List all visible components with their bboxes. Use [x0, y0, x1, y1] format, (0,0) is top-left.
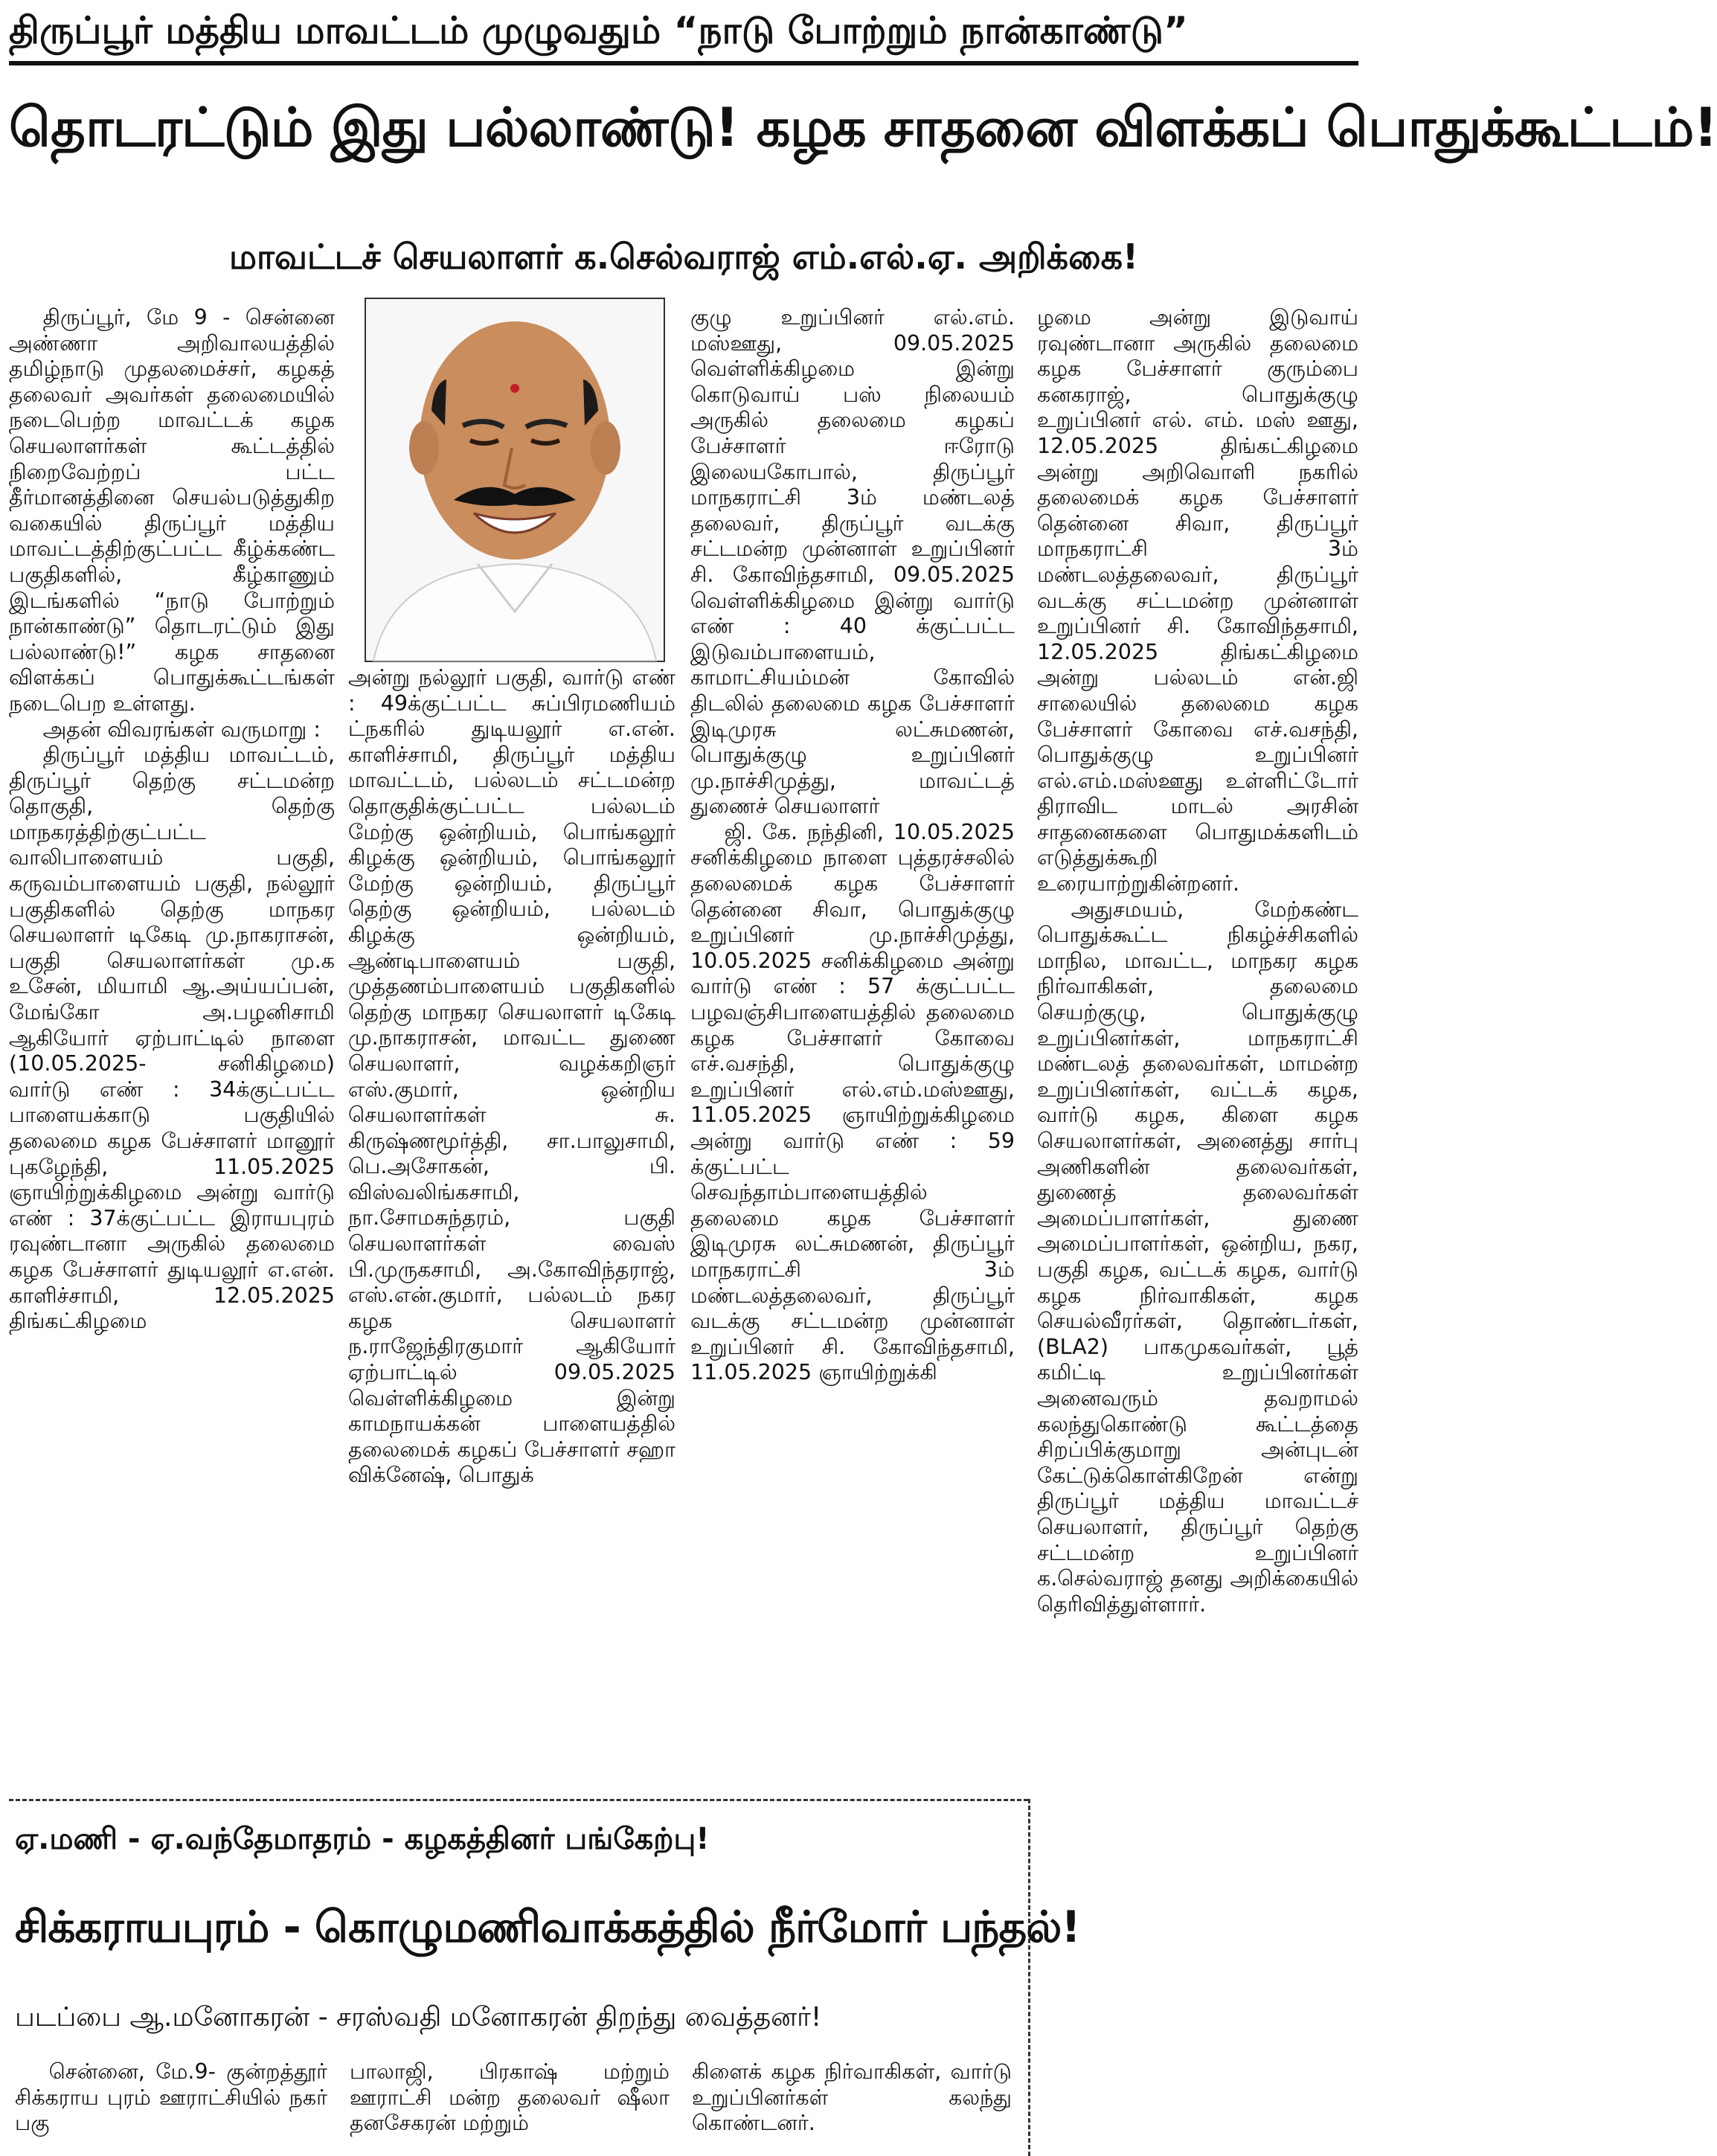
- portrait-photo: [365, 298, 665, 662]
- paragraph: திருப்பூர், மே 9 - சென்னை அண்ணா அறிவாலயத்தில் தமிழ்நாடு முதலமைச்சர், கழகத் தலைவர் அவர்கள் தலைமையில் நடைபெற்ற மாவட்டக் கழக செயலாளர்கள் கூட்டத்தில் நிறைவேற்றப் பட்ட தீர்மானத்தினை செயல்படுத்துகிற வகையில் திருப்பூர் மத்திய மாவட்டத்திற்குட்பட்ட கீழ்க்கண்ட பகுதிகளில், கீழ்காணும் இடங்களில் “நாடு போற்றும் நான்காண்டு” தொடரட்டும் இது பல்லாண்டு!” கழக சாதனை விளக்கப் பொதுக்கூட்டங்கள் நடைபெற உள்ளது.: [9, 305, 335, 716]
- box-column-1: [15, 2059, 327, 2152]
- paragraph: அதன் விவரங்கள் வருமாறு :: [42, 716, 321, 742]
- box-right-border: [1028, 1799, 1030, 2156]
- box-top-border: [9, 1799, 1028, 1801]
- box-kicker: ஏ.மணி - ஏ.வந்தேமாதரம் - கழகத்தினர் பங்கேற்பு!: [15, 1822, 710, 1856]
- paragraph: ஜி. கே. நந்தினி, 10.05.2025 சனிக்கிழமை நாளை புத்தரச்சலில் தலைமைக் கழக பேச்சாளர் தென்னை சிவா, பொதுக்குழு உறுப்பினர் மு.நாச்சிமுத்து, 10.05.2025 சனிக்கிழமை அன்று வார்டு எண் : 57 க்குட்பட்ட பழவஞ்சிபாளையத்தில் தலைமை கழக பேச்சாளர் கோவை எச்.வசந்தி, பொதுக்குழு உறுப்பினர் எல்.எம்.மஸ்ஊது, 11.05.2025 ஞாயிற்றுக்கிழமை அன்று வார்டு எண் : 59 க்குட்பட்ட செவந்தாம்பாளையத்தில் தலைமை கழக பேச்சாளர் இடிமுரசு லட்சுமணன், திருப்பூர் மாநகராட்சி 3ம் மண்டலத்தலைவர், திருப்பூர் வடக்கு சட்டமன்ற முன்னாள் உறுப்பினர் சி. கோவிந்தசாமி, 11.05.2025 ஞாயிற்றுக்கி: [690, 819, 1015, 1385]
- article-column-4: [1037, 305, 1358, 2152]
- article-column-2: [348, 665, 675, 1791]
- kicker-divider: [9, 61, 1358, 65]
- paragraph: கிளைக் கழக நிர்வாகிகள், வார்டு உறுப்பினர்கள் கலந்து கொண்டனர்.: [692, 2059, 1012, 2136]
- article-column-3: [690, 305, 1015, 1786]
- paragraph: குழு உறுப்பினர் எல்.எம். மஸ்ஊது, 09.05.2025 வெள்ளிக்கிழமை இன்று கொடுவாய் பஸ் நிலையம் அருகில் தலைமை கழகப் பேச்சாளர் ஈரோடு இலையகோபால், திருப்பூர் மாநகராட்சி 3ம் மண்டலத் தலைவர், திருப்பூர் வடக்கு சட்டமன்ற முன்னாள் உறுப்பினர் சி. கோவிந்தசாமி, 09.05.2025 வெள்ளிக்கிழமை இன்று வார்டு எண் : 40 க்குட்பட்ட இடுவம்பாளையம், காமாட்சியம்மன் கோவில் திடலில் தலைமை கழக பேச்சாளர் இடிமுரசு லட்சுமணன், பொதுக்குழு உறுப்பினர் மு.நாச்சிமுத்து, மாவட்டத் துணைச் செயலாளர்: [690, 305, 1015, 819]
- paragraph: திருப்பூர் மத்திய மாவட்டம், திருப்பூர் தெற்கு சட்டமன்ற தொகுதி, தெற்கு மாநகரத்திற்குட்பட்ட வாலிபாளையம் பகுதி, கருவம்பாளையம் பகுதி, நல்லூர் பகுதிகளில் தெற்கு மாநகர செயலாளர் டிகேடி மு.நாகராசன், பகுதி செயலாளர்கள் மு.க உசேன், மியாமி ஆ.அய்யப்பன், மேங்கோ அ.பழனிசாமி ஆகியோர் ஏற்பாட்டில் நாளை (10.05.2025- சனிகிழமை) வார்டு எண் : 34க்குட்பட்ட பாளையக்காடு பகுதியில் தலைமை கழக பேச்சாளர் மானூர் புகழேந்தி, 11.05.2025 ஞாயிற்றுக்கிழமை அன்று வார்டு எண் : 37க்குட்பட்ட இராயபுரம் ரவுண்டானா அருகில் தலைமை கழக பேச்சாளர் துடியலூர் எ.என். காளிச்சாமி, 12.05.2025 திங்கட்கிழமை: [9, 742, 335, 1334]
- portrait-illustration: [366, 299, 664, 661]
- main-headline: தொடரட்டும் இது பல்லாண்டு! கழக சாதனை விளக்கப் பொதுக்கூட்டம்!: [9, 96, 1717, 158]
- box-headline: சிக்கராயபுரம் - கொழுமணிவாக்கத்தில் நீர்மோர் பந்தல்!: [15, 1902, 1080, 1952]
- paragraph: ழமை அன்று இடுவாய் ரவுண்டானா அருகில் தலைமை கழக பேச்சாளர் குரும்பை கனகராஜ், பொதுக்குழு உறுப்பினர் எல். எம். மஸ் ஊது, 12.05.2025 திங்கட்கிழமை அன்று அறிவொளி நகரில் தலைமைக் கழக பேச்சாளர் தென்னை சிவா, திருப்பூர் மாநகராட்சி 3ம் மண்டலத்தலைவர், திருப்பூர் வடக்கு சட்டமன்ற முன்னாள் உறுப்பினர் சி. கோவிந்தசாமி, 12.05.2025 திங்கட்கிழமை அன்று பல்லடம் என்.ஜி சாலையில் தலைமை கழக பேச்சாளர் கோவை எச்.வசந்தி, பொதுக்குழு உறுப்பினர் எல்.எம்.மஸ்ஊது உள்ளிட்டோர் திராவிட மாடல் அரசின் சாதனைகளை பொதுமக்களிடம் எடுத்துக்கூறி உரையாற்றுகின்றனர்.: [1037, 305, 1358, 896]
- paragraph: அன்று நல்லூர் பகுதி, வார்டு எண் : 49க்குட்பட்ட சுப்பிரமணியம் ட்நகரில் துடியலூர் எ.என். காளிச்சாமி, திருப்பூர் மத்திய மாவட்டம், பல்லடம் சட்டமன்ற தொகுதிக்குட்பட்ட பல்லடம் மேற்கு ஒன்றியம், பொங்கலூர் கிழக்கு ஒன்றியம், பொங்கலூர் மேற்கு ஒன்றியம், திருப்பூர் தெற்கு ஒன்றியம், பல்லடம் கிழக்கு ஒன்றியம், ஆண்டிபாளையம் பகுதி, முத்தணம்பாளையம் பகுதிகளில் தெற்கு மாநகர செயலாளர் டிகேடி மு.நாகராசன், மாவட்ட துணை செயலாளர், வழக்கறிஞர் எஸ்.குமார், ஒன்றிய செயலாளர்கள் சு. கிருஷ்ணமூர்த்தி, சா.பாலுசாமி, பெ.அசோகன், பி. விஸ்வலிங்கசாமி, நா.சோமசுந்தரம், பகுதி செயலாளர்கள் வைஸ் பி.முருகசாமி, அ.கோவிந்தராஜ், எஸ்.என்.குமார், பல்லடம் நகர கழக செயலாளர் ந.ராஜேந்திரகுமார் ஆகியோர் ஏற்பாட்டில் 09.05.2025 வெள்ளிக்கிழமை இன்று காமநாயக்கன் பாளையத்தில் தலைமைக் கழகப் பேச்சாளர் சஹா விக்னேஷ், பொதுக்: [348, 665, 675, 1488]
- kicker-line: திருப்பூர் மத்திய மாவட்டம் முழுவதும் “நாடு போற்றும் நான்காண்டு”: [9, 9, 1188, 52]
- article-column-1: [9, 305, 335, 1786]
- paragraph: பாலாஜி, பிரகாஷ் மற்றும் ஊராட்சி மன்ற தலைவர் ஷீலா தனசேகரன் மற்றும்: [350, 2059, 670, 2136]
- sub-headline: மாவட்டச் செயலாளர் க.செல்வராஜ் எம்.எல்.ஏ. அறிக்கை!: [228, 237, 1139, 277]
- box-column-2: [350, 2059, 670, 2152]
- box-column-3: [692, 2059, 1012, 2152]
- paragraph: அதுசமயம், மேற்கண்ட பொதுக்கூட்ட நிகழ்ச்சிகளில் மாநில, மாவட்ட, மாநகர கழக நிர்வாகிகள், தலைமை செயற்குழு, பொதுக்குழு உறுப்பினர்கள், மாநகராட்சி மண்டலத் தலைவர்கள், மாமன்ற உறுப்பினர்கள், வட்டக் கழக, வார்டு கழக, கிளை கழக செயலாளர்கள், அனைத்து சார்பு அணிகளின் தலைவர்கள், துணைத் தலைவர்கள் அமைப்பாளர்கள், துணை அமைப்பாளர்கள், ஒன்றிய, நகர, பகுதி கழக, வட்டக் கழக, வார்டு கழக நிர்வாகிகள், கழக செயல்வீரர்கள், தொண்டர்கள், (BLA2) பாகமுகவர்கள், பூத் கமிட்டி உறுப்பினர்கள் அனைவரும் தவறாமல் கலந்துகொண்டு கூட்டத்தை சிறப்பிக்குமாறு அன்புடன் கேட்டுக்கொள்கிறேன் என்று திருப்பூர் மத்திய மாவட்டச் செயலாளர், திருப்பூர் தெற்கு சட்டமன்ற உறுப்பினர் க.செல்வராஜ் தனது அறிக்கையில் தெரிவித்துள்ளார்.: [1037, 896, 1358, 1617]
- box-subheadline: படப்பை ஆ.மனோகரன் - சரஸ்வதி மனோகரன் திறந்து வைத்தனர்!: [15, 2002, 822, 2033]
- paragraph: சென்னை, மே.9- குன்றத்தூர் சிக்கராய புரம் ஊராட்சியில் நகர் பகு: [15, 2059, 327, 2136]
